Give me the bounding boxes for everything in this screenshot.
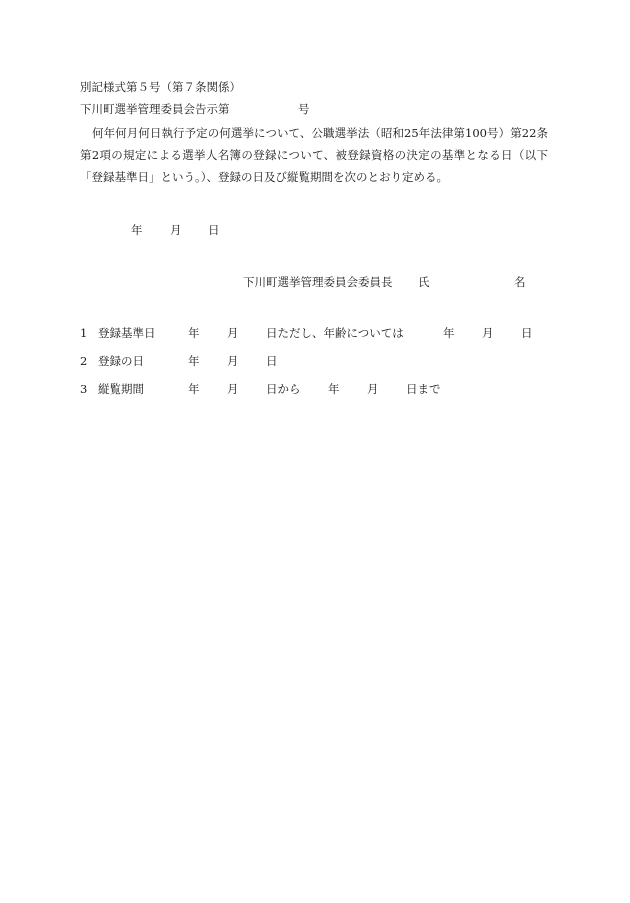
- signature-given-label: 名: [514, 275, 526, 289]
- date-month: 月: [170, 223, 182, 237]
- item-label: 登録基準日: [98, 326, 156, 340]
- item-number: 2: [80, 354, 88, 368]
- date-year: 年: [131, 223, 143, 237]
- signature-surname-label: 氏: [418, 275, 430, 289]
- item-year: 年: [188, 382, 200, 396]
- item-month: 月: [227, 326, 239, 340]
- item-label: 縦覧期間: [98, 382, 144, 396]
- notice-number-suffix: 号: [298, 102, 310, 116]
- date-day: 日: [208, 223, 220, 237]
- notice-body-text: 何年何月何日執行予定の何選挙について、公職選挙法（昭和25年法律第100号）第22条第2項の規定による選挙人名簿の登録について、被登録資格の決定の基準となる日（以下「登録基準日」という。）、登録の日及び縦覧期間を次のとおり定める。: [80, 126, 548, 184]
- item-month: 月: [227, 354, 239, 368]
- item-year-2: 年: [443, 326, 455, 340]
- signature-title: 下川町選挙管理委員会委員長: [243, 275, 393, 289]
- item-year: 年: [188, 326, 200, 340]
- item-day-text: 日ただし、年齢については: [266, 326, 404, 340]
- item-label: 登録の日: [98, 354, 144, 368]
- item-number: 3: [80, 382, 88, 396]
- item-year: 年: [188, 354, 200, 368]
- item-day-text: 日から: [266, 382, 301, 396]
- notice-number-prefix: 下川町選挙管理委員会告示第: [80, 102, 230, 116]
- item-month-2: 月: [482, 326, 494, 340]
- item-day-text: 日: [266, 354, 278, 368]
- item-year-2: 年: [328, 382, 340, 396]
- item-day-2: 日: [521, 326, 533, 340]
- item-month: 月: [227, 382, 239, 396]
- item-month-2: 月: [367, 382, 379, 396]
- item-number: 1: [80, 326, 88, 340]
- form-label: 別記様式第５号（第７条関係）: [80, 80, 241, 94]
- item-day-2: 日まで: [406, 382, 441, 396]
